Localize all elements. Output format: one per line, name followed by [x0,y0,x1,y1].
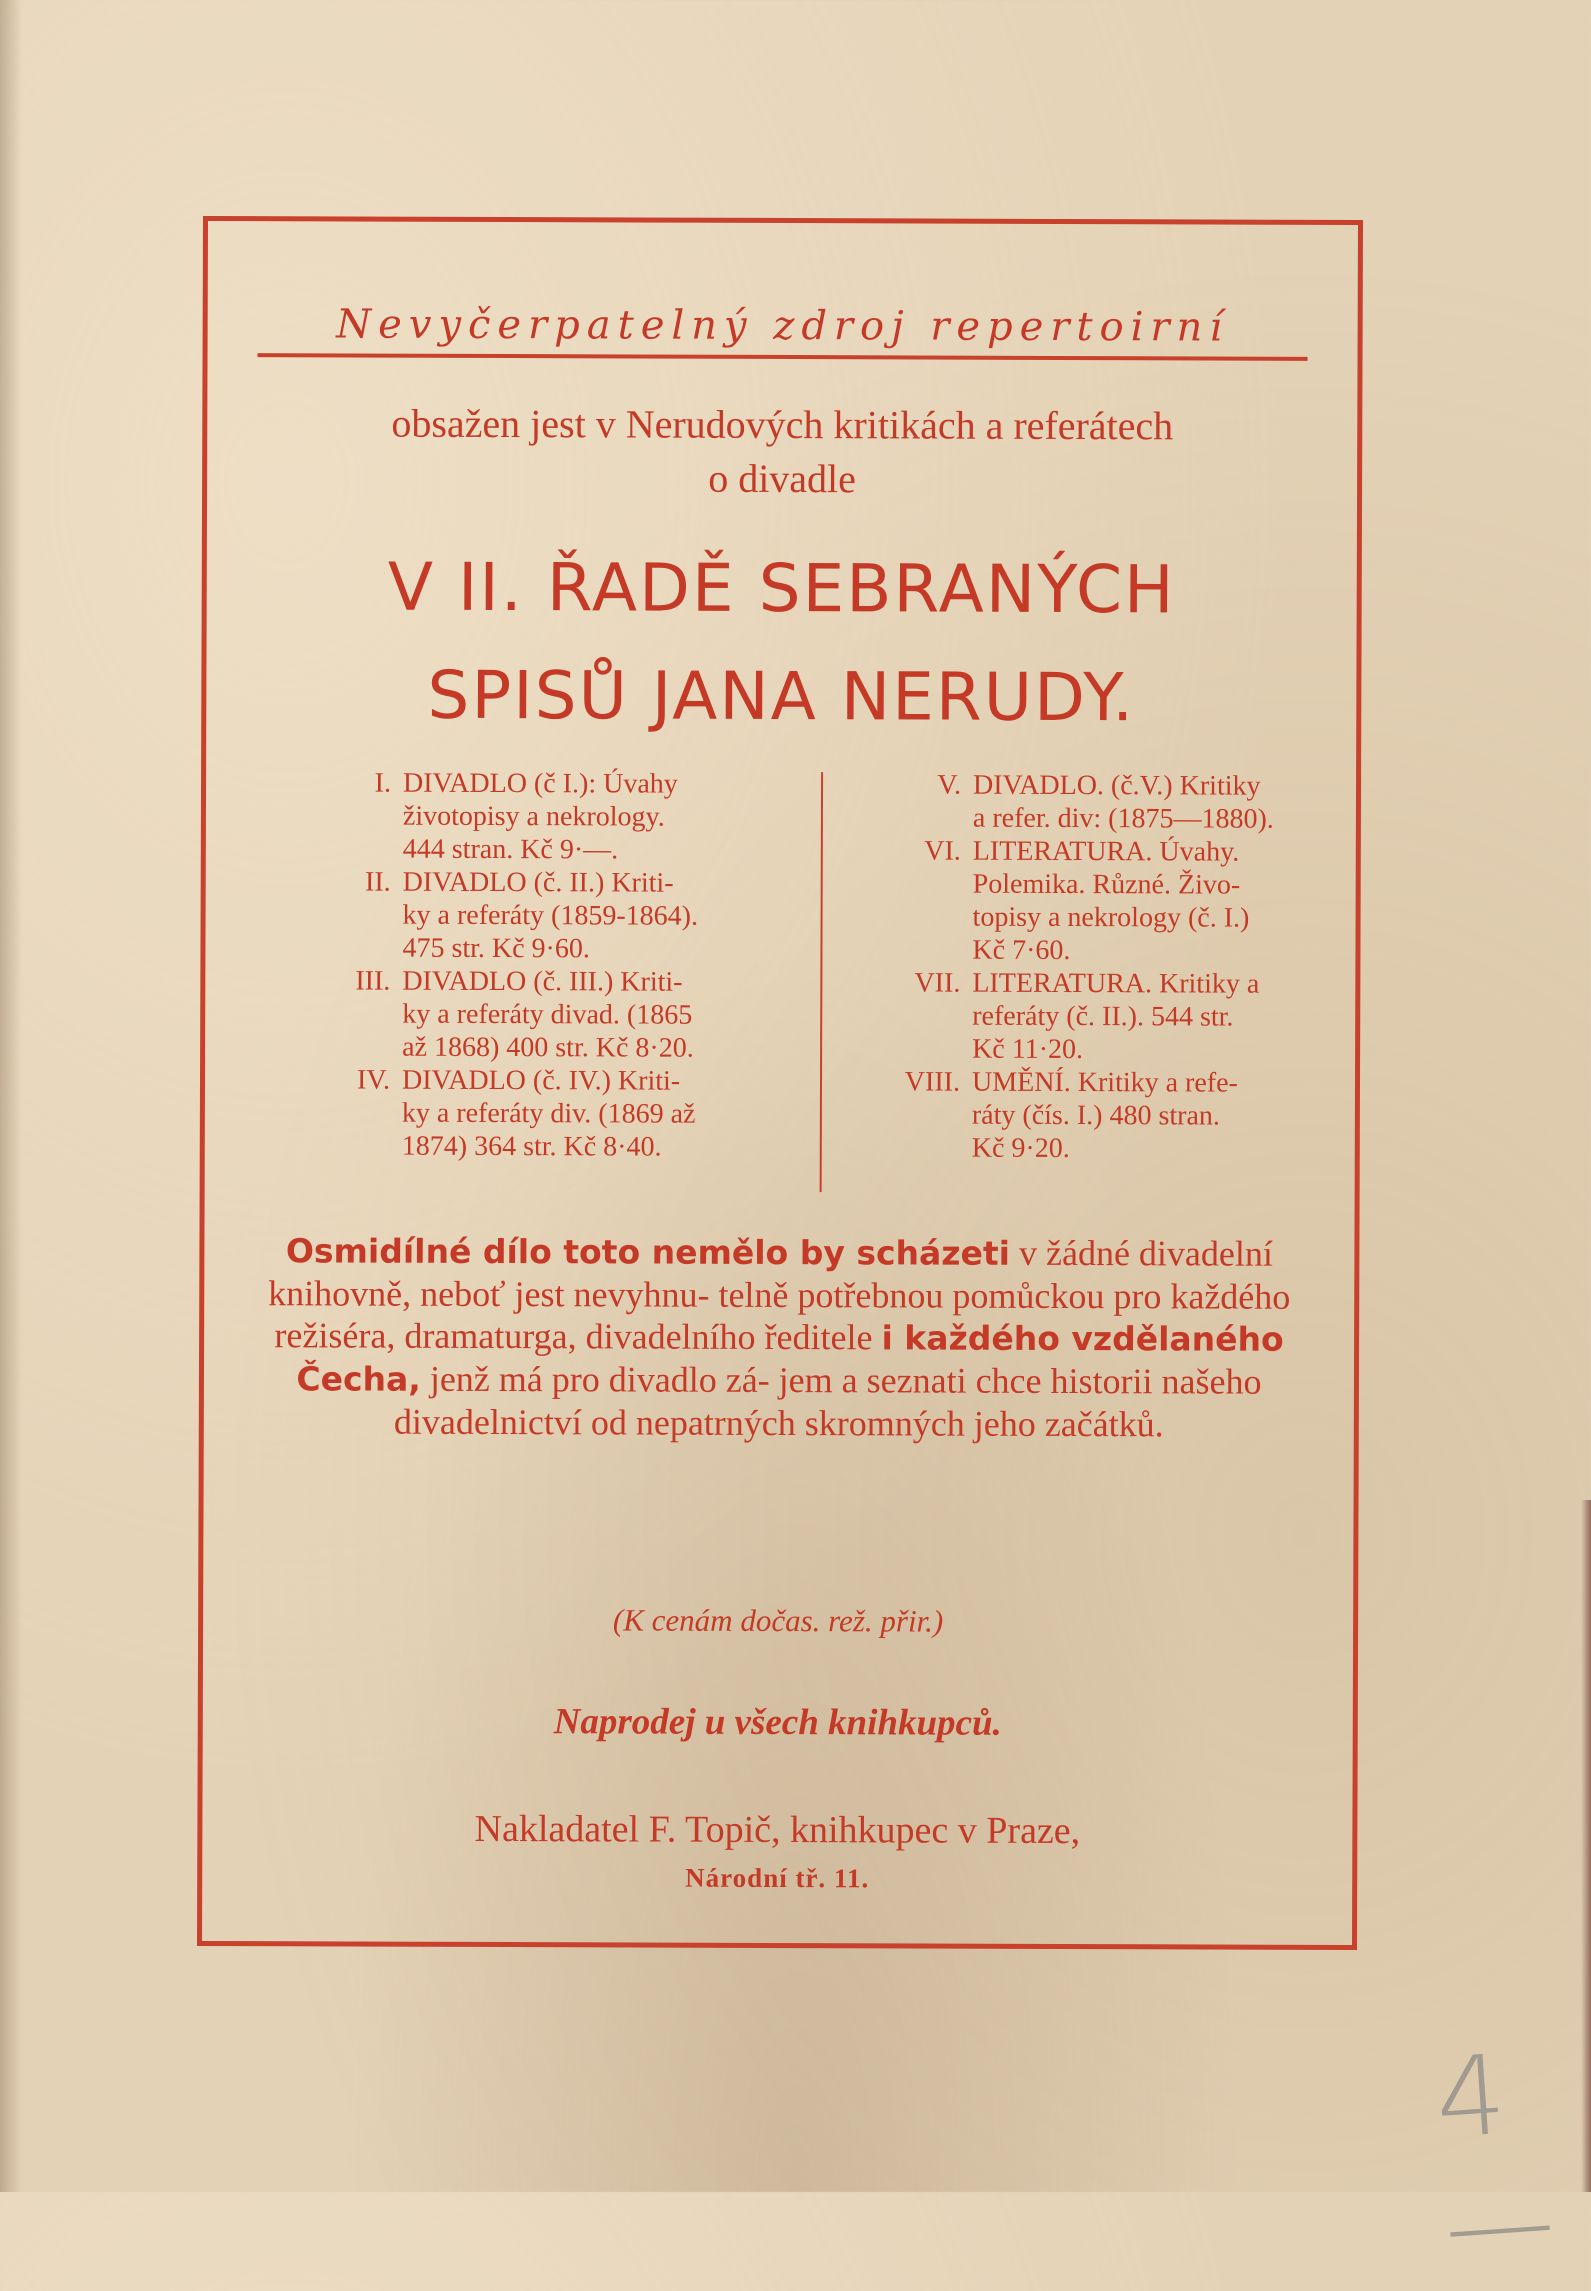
volume-list-left [300,766,751,1164]
prices-note: (K cenám dočas. rež. přir.) [612,1602,944,1639]
promo-bold-2: i každého vzdělaného Čecha, [296,1318,1284,1399]
volume-item [300,1063,750,1164]
promo-text-1: v žádné divadelní knihovně, neboť jest nevyhnu- telně potřebnou pomůckou pro každého režiséra, dramaturga, divadelního ředitele [268,1232,1291,1358]
volume-description: LITERATURA. Kritiky a referáty (č. II.). 544 str. Kč 11·20. [972,967,1260,1066]
volume-number: VII. [914,967,961,999]
volume-number: II. [364,866,391,898]
publisher: Nakladatel F. Topič, knihkupec v Praze, [474,1807,1081,1853]
volume-number: V. [937,769,962,801]
promo-paragraph [259,1229,1300,1446]
volume-description: LITERATURA. Úvahy. Polemika. Různé. Živo- topisy a nekrology (č. I.) Kč 7·60. [972,835,1250,967]
publisher-address: Národní tř. 11. [685,1862,870,1894]
intro-line-1: obsažen jest v Nerudových kritikách a referátech [391,400,1174,449]
promo-bold-1: Osmidílné dílo toto nemělo by scházeti [285,1231,1011,1273]
volume-item [861,768,1331,836]
page-edge-shadow [0,0,22,2192]
sale-note: Naprodej u všech knihkupců. [553,1701,1002,1744]
volume-item [860,1065,1330,1166]
volume-number: I. [374,767,392,799]
volume-description: DIVADLO (č I.): Úvahy životopisy a nekrology. 444 stran. Kč 9·—. [402,767,678,866]
series-title-line-2: SPISŮ JANA NERUDY. [427,656,1136,737]
volume-description: DIVADLO (č. II.) Kriti- ky a referáty (1859-1864). 475 str. Kč 9·60. [402,866,699,965]
column-divider [820,772,823,1192]
volume-item [300,865,750,966]
series-title [206,533,1357,753]
volume-description: DIVADLO. (č.V.) Kritiky a refer. div: (1875—1880). [972,769,1274,835]
promo-text-2: jenž má pro divadlo zá- jem a seznati chce historii našeho divadelnictví od nepatrných skromných jeho začátků. [393,1358,1262,1445]
volume-description: DIVADLO (č. IV.) Kriti- ky a referáty div. (1869 až 1874) 364 str. Kč 8·40. [401,1064,696,1163]
volume-description: DIVADLO (č. III.) Kriti- ky a referáty divad. (1865 až 1868) 400 str. Kč 8·20. [402,965,694,1064]
volume-item [860,966,1330,1067]
volume-list [300,766,1301,1199]
volume-number: VIII. [904,1066,961,1098]
volume-number: III. [355,965,391,997]
volume-list-right [860,768,1331,1166]
intro-text [207,396,1357,508]
series-title-line-1: V II. ŘADĚ SEBRANÝCH [387,548,1176,629]
volume-number: IV. [357,1064,391,1096]
volume-description: UMĚNÍ. Kritiky a refe- ráty (čís. I.) 480 stran. Kč 9·20. [971,1066,1238,1165]
advertisement-frame [197,216,1363,1950]
volume-number: VI. [924,835,961,867]
pencil-price-mark: 4— [1431,2030,1559,2291]
volume-item [300,964,750,1065]
volume-item [860,834,1330,968]
volume-item [301,766,751,867]
intro-line-2: o divadle [708,455,857,502]
headline: Nevyčerpatelný zdroj repertoirní [258,301,1308,361]
